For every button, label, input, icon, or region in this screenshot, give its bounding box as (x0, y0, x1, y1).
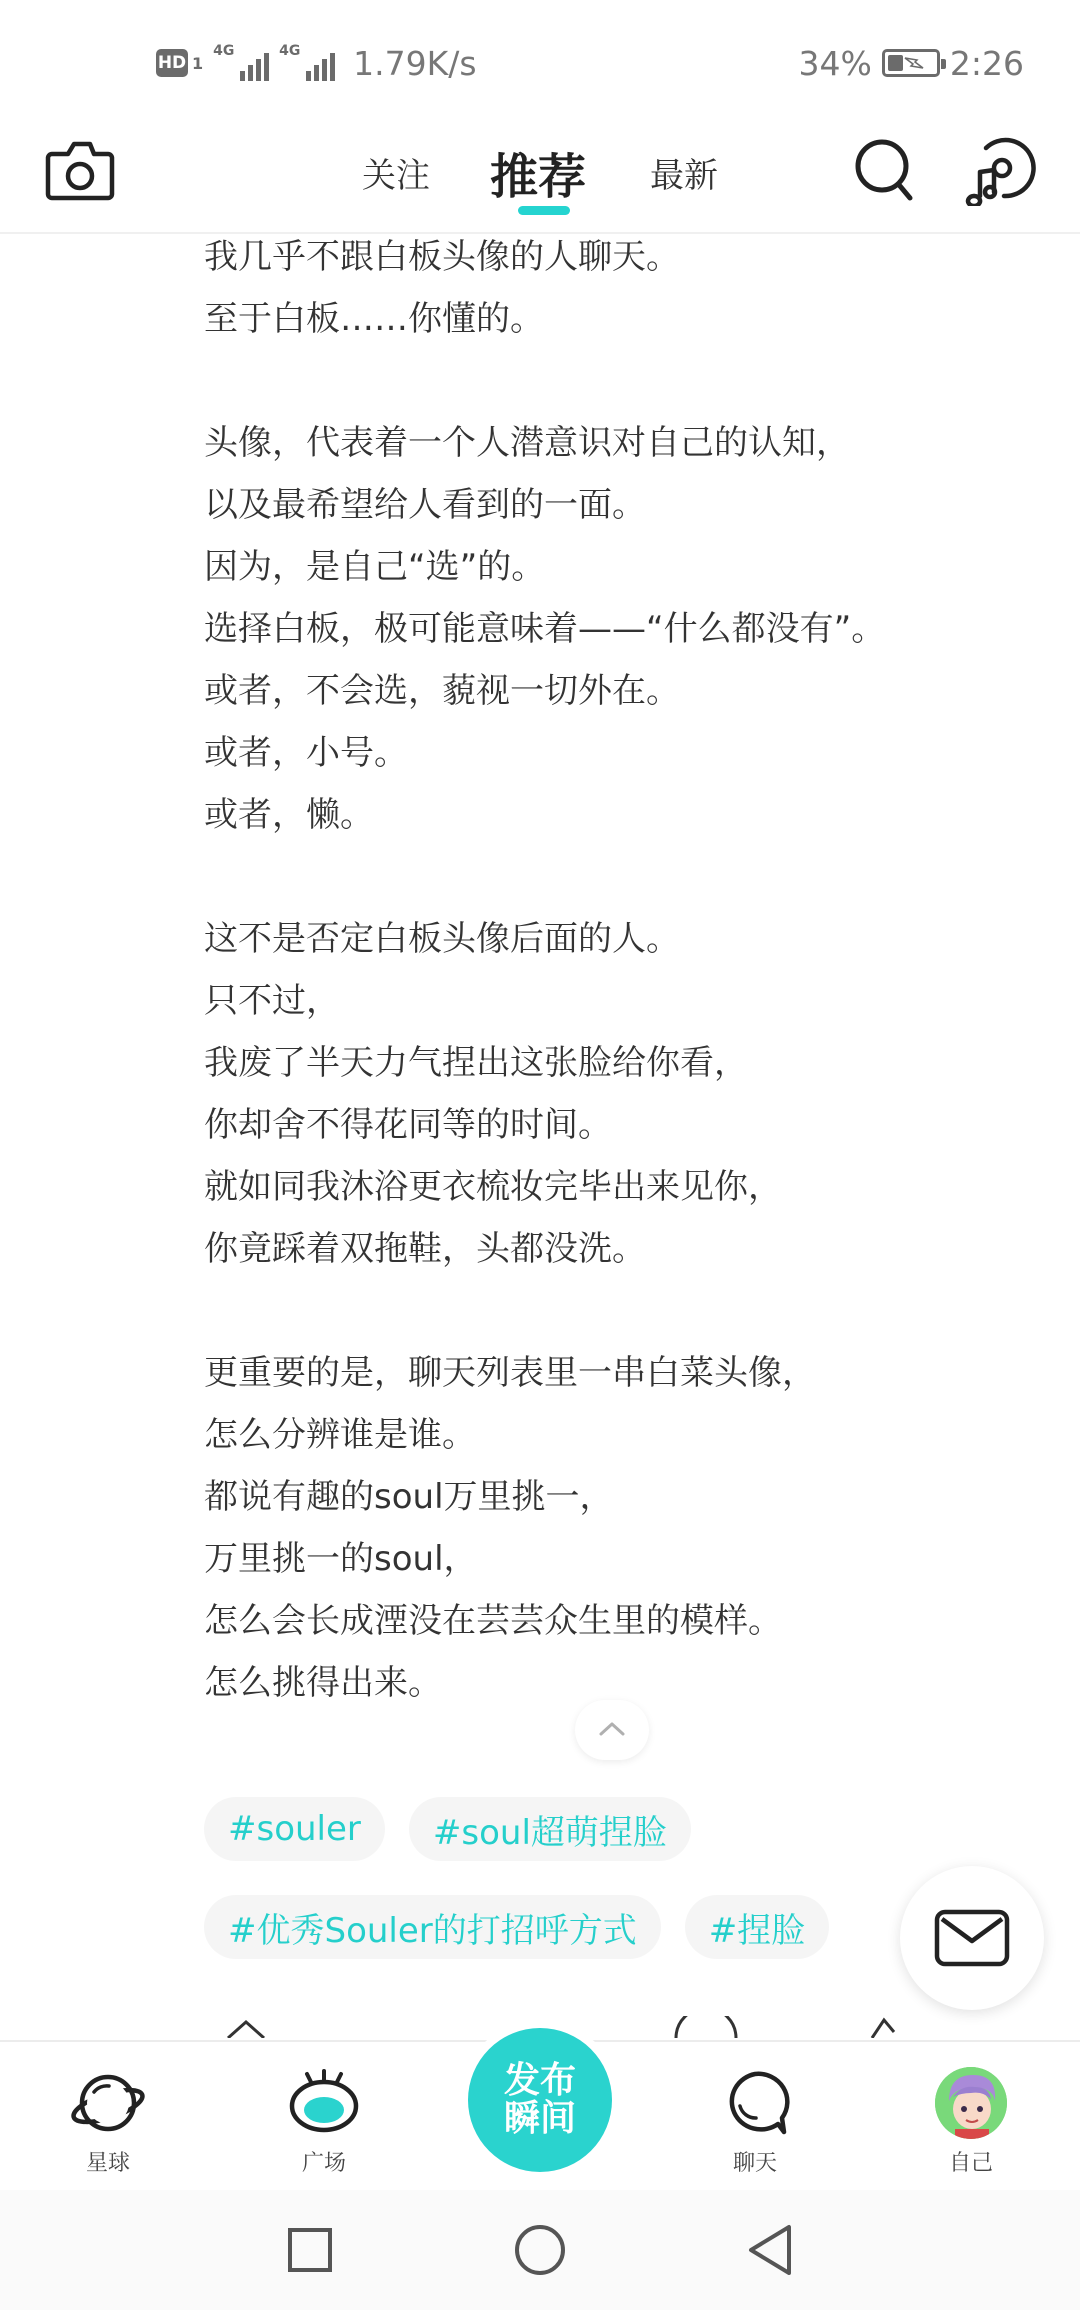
text-line: 就如同我沐浴更衣梳妆完毕出来见你， (204, 1167, 782, 1207)
system-nav-bar (0, 2190, 1080, 2310)
nav-label: 星球 (85, 2151, 130, 2176)
text-line: 更重要的是，聊天列表里一串白菜头像， (204, 1353, 816, 1393)
envelope-icon (934, 1909, 1010, 1967)
tag-face-making[interactable]: #捏脸 (685, 1895, 830, 1959)
signal-label-2: 4G (279, 43, 301, 59)
tag-greeting[interactable]: #优秀Souler的打招呼方式 (204, 1895, 661, 1959)
text-line: 或者，小号。 (204, 733, 408, 773)
battery-percent: 34% (798, 43, 872, 83)
signal-label: 4G (213, 43, 235, 59)
publish-button[interactable] (468, 2028, 612, 2172)
text-line: 选择白板，极可能意味着——“什么都没有”。 (204, 609, 886, 649)
back-icon[interactable] (740, 2220, 800, 2280)
recent-apps-icon[interactable] (280, 2220, 340, 2280)
tab-active-indicator (518, 206, 570, 215)
message-button[interactable] (900, 1866, 1044, 2010)
tab-recommend[interactable]: 推荐 (490, 148, 587, 205)
text-line: 我废了半天力气捏出这张脸给你看， (204, 1043, 748, 1083)
nav-me[interactable] (901, 2042, 1041, 2192)
post-content (204, 226, 1004, 1714)
signal-icon-2 (279, 43, 335, 83)
music-match-icon[interactable] (964, 134, 1036, 206)
eye-icon (285, 2068, 363, 2138)
search-icon[interactable] (852, 134, 916, 206)
text-line: 怎么会长成湮没在芸芸众生里的模样。 (204, 1601, 782, 1641)
text-line: 这不是否定白板头像后面的人。 (204, 919, 680, 959)
status-left (156, 38, 477, 88)
paragraph-1 (204, 226, 1004, 350)
text-line: 至于白板……你懂的。 (204, 299, 544, 339)
tab-latest[interactable]: 最新 (650, 155, 718, 196)
text-line: 你竟踩着双拖鞋，头都没洗。 (204, 1229, 646, 1269)
nav-planet[interactable] (38, 2042, 178, 2192)
status-bar (0, 0, 1080, 110)
text-line: 怎么分辨谁是谁。 (204, 1415, 476, 1455)
text-line: 万里挑一的soul， (204, 1539, 478, 1579)
paragraph-2 (204, 412, 1004, 846)
text-line: 怎么挑得出来。 (204, 1663, 442, 1703)
text-line: 或者，不会选，藐视一切外在。 (204, 671, 680, 711)
collapse-button[interactable] (575, 1700, 649, 1760)
paragraph-3 (204, 908, 1004, 1280)
publish-label: 发布 瞬间 (503, 2060, 576, 2139)
battery-icon (882, 49, 940, 77)
text-line: 你却舍不得花同等的时间。 (204, 1105, 612, 1145)
top-header (0, 110, 1080, 234)
tag-soul-face[interactable]: #soul超萌捏脸 (409, 1797, 691, 1861)
home-icon[interactable] (510, 2220, 570, 2280)
planet-icon (69, 2068, 147, 2138)
signal-icon (213, 43, 269, 83)
text-line: 都说有趣的soul万里挑一， (204, 1477, 614, 1517)
chevron-up-icon (575, 1700, 649, 1760)
camera-icon[interactable] (44, 136, 116, 206)
net-speed: 1.79K/s (353, 43, 477, 83)
text-line: 或者，懒。 (204, 795, 374, 835)
post-tags (204, 1797, 924, 1993)
tab-follow[interactable]: 关注 (362, 155, 430, 196)
nav-label: 聊天 (732, 2151, 777, 2176)
nav-label: 自己 (948, 2151, 993, 2176)
status-right (799, 38, 1024, 88)
text-line: 头像，代表着一个人潜意识对自己的认知， (204, 423, 850, 463)
text-line: 只不过， (204, 981, 340, 1021)
avatar (935, 2067, 1007, 2139)
feed-tabs (340, 110, 740, 234)
text-line: 因为，是自己“选”的。 (204, 547, 546, 587)
chat-bubble-icon (716, 2068, 794, 2138)
sim-index: 1 (192, 53, 204, 73)
paragraph-4 (204, 1342, 1004, 1714)
text-line: 以及最希望给人看到的一面。 (204, 485, 646, 525)
nav-label: 广场 (301, 2151, 346, 2176)
clock: 2:26 (949, 43, 1024, 83)
tag-souler[interactable]: #souler (204, 1797, 385, 1861)
nav-chat[interactable] (685, 2042, 825, 2192)
nav-square[interactable] (254, 2042, 394, 2192)
text-line: 我几乎不跟白板头像的人聊天。 (204, 237, 680, 277)
hd-badge: HD (156, 49, 188, 77)
